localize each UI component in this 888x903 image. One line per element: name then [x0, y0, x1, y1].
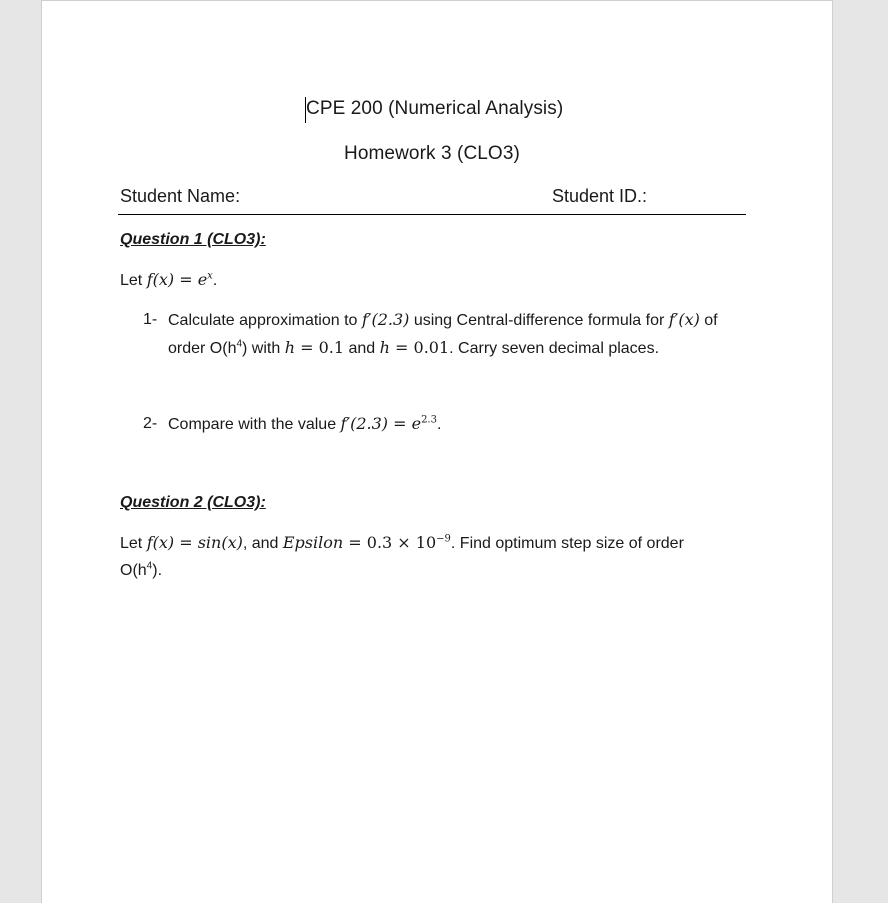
equals-sign: = [388, 414, 412, 433]
student-name-label[interactable]: Student Name: [120, 186, 241, 206]
let-prefix: Let [120, 272, 147, 289]
question-1-item-2[interactable] [168, 411, 441, 439]
item-text: of order O(h [168, 312, 718, 357]
course-title[interactable]: CPE 200 (Numerical Analysis) [306, 98, 564, 119]
epsilon-value: 0.3 × 10 [366, 533, 437, 552]
equals-sign: = [343, 533, 367, 552]
math-var: h [284, 337, 296, 357]
item-text: and [344, 339, 380, 357]
list-number-2: 2- [143, 415, 158, 432]
question-2-heading[interactable]: Question 2 (CLO3): [120, 494, 266, 511]
item-text: using Central-difference formula for [409, 312, 669, 329]
order-exponent: 4 [236, 338, 243, 350]
math-exponent: 2.3 [421, 414, 437, 426]
item-text: . Carry seven decimal places. [449, 339, 660, 357]
math-var: h [379, 337, 390, 357]
order-exponent: 4 [146, 560, 153, 572]
item-text: ). [152, 561, 163, 579]
period: . [436, 416, 442, 433]
function-exponent: x [207, 270, 213, 282]
function-rhs: sin(x) [197, 533, 243, 552]
equals-sign: = [174, 533, 198, 552]
function-lhs: f(x) [146, 533, 175, 552]
math-value: = 0.1 [295, 337, 345, 357]
list-number-1: 1- [143, 311, 158, 328]
math-expr: f′(x) [668, 310, 700, 329]
item-text: Compare with the value [168, 416, 341, 433]
math-expr: f′(2.3) [340, 414, 389, 433]
equals-sign: = [174, 270, 198, 289]
function-base: e [197, 270, 208, 289]
name-underline [118, 214, 746, 215]
epsilon-var: Epsilon [282, 533, 344, 552]
document-page [41, 0, 833, 903]
question-1-heading[interactable]: Question 1 (CLO3): [120, 231, 266, 248]
question-1-definition[interactable] [120, 267, 217, 295]
question-2-text[interactable] [120, 530, 720, 584]
epsilon-exponent: −9 [436, 533, 451, 545]
student-id-label[interactable]: Student ID.: [552, 186, 648, 206]
function-lhs: f(x) [146, 270, 175, 289]
math-expr: f′(2.3) [361, 310, 410, 329]
question-1-item-1[interactable] [168, 307, 728, 362]
item-text: . Find optimum step size of order O(h [120, 535, 684, 579]
math-value: = 0.01 [389, 337, 450, 357]
math-base: e [411, 414, 422, 433]
item-text: ) with [242, 339, 285, 357]
let-prefix: Let [120, 535, 147, 552]
period: . [212, 272, 218, 289]
homework-title[interactable]: Homework 3 (CLO3) [344, 143, 520, 164]
item-text: , and [242, 535, 283, 552]
item-text: Calculate approximation to [168, 312, 362, 329]
